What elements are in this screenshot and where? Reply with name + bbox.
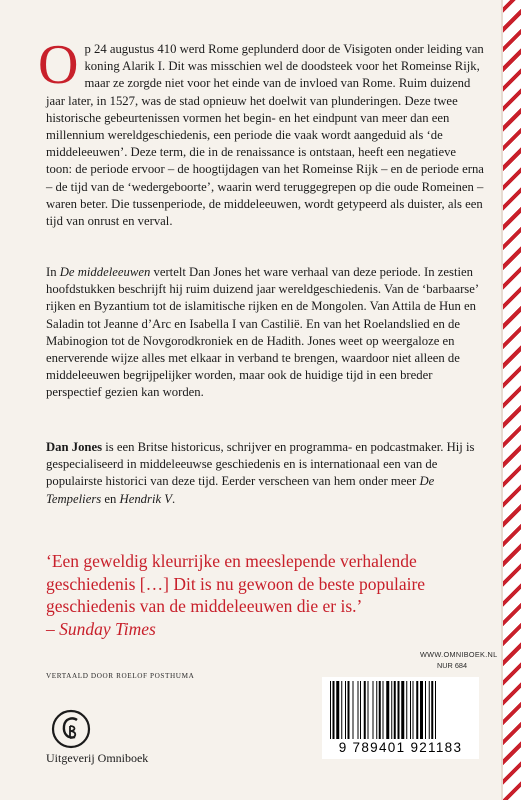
intro-paragraph	[38, 34, 484, 230]
publisher-name: Uitgeverij Omniboek	[46, 751, 149, 765]
omniboek-logo-icon	[46, 706, 96, 752]
quote-source: Sunday Times	[59, 618, 156, 639]
book-title: De middeleeuwen	[59, 265, 151, 279]
barcode-icon	[322, 677, 479, 759]
summary-lead: In	[46, 265, 60, 279]
isbn-number: 9 789401 921183	[338, 740, 463, 755]
summary-text: vertelt Dan Jones het ware verhaal van deze periode. In zestien hoofdstukken beschrijft hij ruim duizend jaar wereldgeschiedenis. Van de ‘barbaarse’ rijken en Byzantium tot de islamitische rijken en de Mongolen. Van Attila de Hun en Saladin tot Jeanne d’Arc en Isabella I van Castilië. En van het Roelandslied en de Mabinogion tot de Novgorodkroniek en de Hadith. Jones weet op weergaloze en enerverende wijze alles met elkaar in verband te brengen, waardoor niet alleen de middeleeuwen begrijpelijker worden, maar ook de huidige tijd in een breder perspectief gezien kan worden.	[46, 265, 479, 400]
quote-text: ‘Een geweldig kleurrijke en meeslepende verhalende geschiedenis […] Dit is nu gewoon de beste populaire geschiedenis van de middeleeuwen die er is.’	[46, 551, 426, 616]
author-conj: en	[101, 491, 120, 506]
publisher-website: WWW.OMNIBOEK.NL	[420, 650, 498, 659]
striped-edge	[503, 0, 521, 800]
author-end: .	[172, 491, 176, 506]
intro-text: p 24 augustus 410 werd Rome geplunderd door de Visigoten onder leiding van koning Alarik I. Dit was misschien wel de doodsteek voor het Romeinse Rijk, maar ze zorgde niet voor het einde van de invloed van Rome. Ruim duizend jaar later, in 1527, was de stad opnieuw het doelwit van plunderingen. Deze twee historische gebeurtenissen vormen het begin- en het eindpunt van meer dan een millennium wereldgeschiedenis, een periode die vaak wordt aangeduid als ‘de middeleeuwen’. Deze term, die in de renaissance is ontstaan, heeft een negatieve toon: de periode ervoor – de hoogtijdagen van het Romeinse Rijk – en de periode erna – de tijd van de ‘wedergeboorte’, waarin werd teruggegrepen op die oude Romeinen – waren beter. Die tussenperiode, de middeleeuwen, wordt getypeerd als duister, als een tijd van onrust en verval.	[46, 42, 484, 229]
author-name: Dan Jones	[46, 440, 103, 454]
quote-dash: –	[46, 618, 60, 639]
review-quote	[46, 550, 476, 640]
author-book-2: Hendrik V	[119, 491, 173, 506]
translator-credit: VERTAALD DOOR ROELOF POSTHUMA	[46, 672, 195, 680]
author-book-1: De Tempeliers	[46, 474, 435, 506]
summary-paragraph	[46, 264, 484, 402]
barcode-bars	[328, 681, 473, 739]
author-bio: is een Britse historicus, schrijver en programma- en podcastmaker. Hij is gespecialiseerd in middeleeuwse geschiedenis en is internationaal een van de populairste historici van deze tijd. Eerder verscheen van hem onder meer	[46, 440, 475, 489]
author-paragraph	[46, 439, 484, 508]
drop-cap: O	[38, 34, 79, 96]
nur-code: NUR 684	[437, 661, 468, 670]
